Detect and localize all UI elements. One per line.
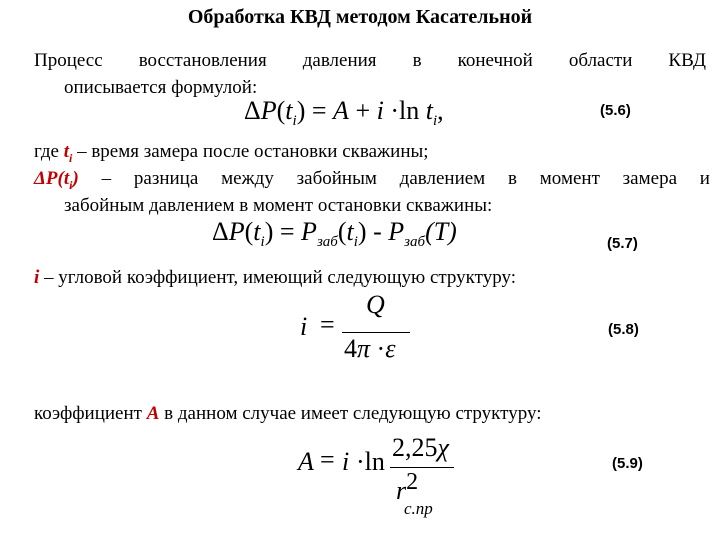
intro-word: в <box>412 50 422 71</box>
equation-number-5-6: (5.6) <box>600 102 631 119</box>
fraction-denominator: r2 <box>396 469 419 505</box>
intro-word: КВД <box>668 50 706 71</box>
intro-word: давления <box>302 50 377 71</box>
equation-number-5-7: (5.7) <box>607 235 638 252</box>
symbol-delta-p: $\Delta P(t_i)$ <box>34 168 79 192</box>
formula-5-6: $\Delta P(t_i) = A + i \cdot\ln$ $t_i$, <box>244 96 444 129</box>
fraction-denominator: 4π ·ε <box>344 334 396 363</box>
intro-word: области <box>568 50 633 71</box>
fraction-bar <box>390 467 454 468</box>
intro-line-1 <box>34 48 706 74</box>
formula-5-9: A = i ·ln 2,25χ r2 с.пр <box>298 447 478 527</box>
symbol-ti: $t_i$ <box>63 141 73 165</box>
symbol-a: A <box>146 403 160 424</box>
a-definition-line: коэффициент A в данном случае имеет следующую структуру: <box>34 403 542 424</box>
intro-word: восстановления <box>138 50 267 71</box>
fraction-bar <box>342 332 410 333</box>
where-ti-line: где $t_i$ – время замера после остановки скважины; <box>34 141 429 165</box>
symbol-i: i <box>34 267 40 288</box>
i-definition-line: i – угловой коэффициент, имеющий следующую структуру: <box>34 267 516 288</box>
page-title: Обработка КВД методом Касательной <box>187 6 533 28</box>
delta-p-line-2: забойным давлением в момент остановки скважины: <box>64 195 493 216</box>
delta-p-line-1: $\Delta P(t_i)$ – разница между забойным давлением в момент замера и <box>34 166 710 198</box>
equation-number-5-8: (5.8) <box>608 321 639 338</box>
fraction-numerator: Q <box>366 290 385 319</box>
intro-word: конечной <box>457 50 533 71</box>
formula-5-7: $\Delta P(t_i) = P_{заб}(t_i) - P_{заб}(T)$ <box>212 217 457 250</box>
formula-5-8: i = Q 4π ·ε <box>298 312 428 382</box>
intro-line-2: описывается формулой: <box>64 77 258 98</box>
intro-word: Процесс <box>34 50 103 71</box>
equation-number-5-9: (5.9) <box>612 455 643 472</box>
fraction-numerator: 2,25χ <box>392 433 449 462</box>
